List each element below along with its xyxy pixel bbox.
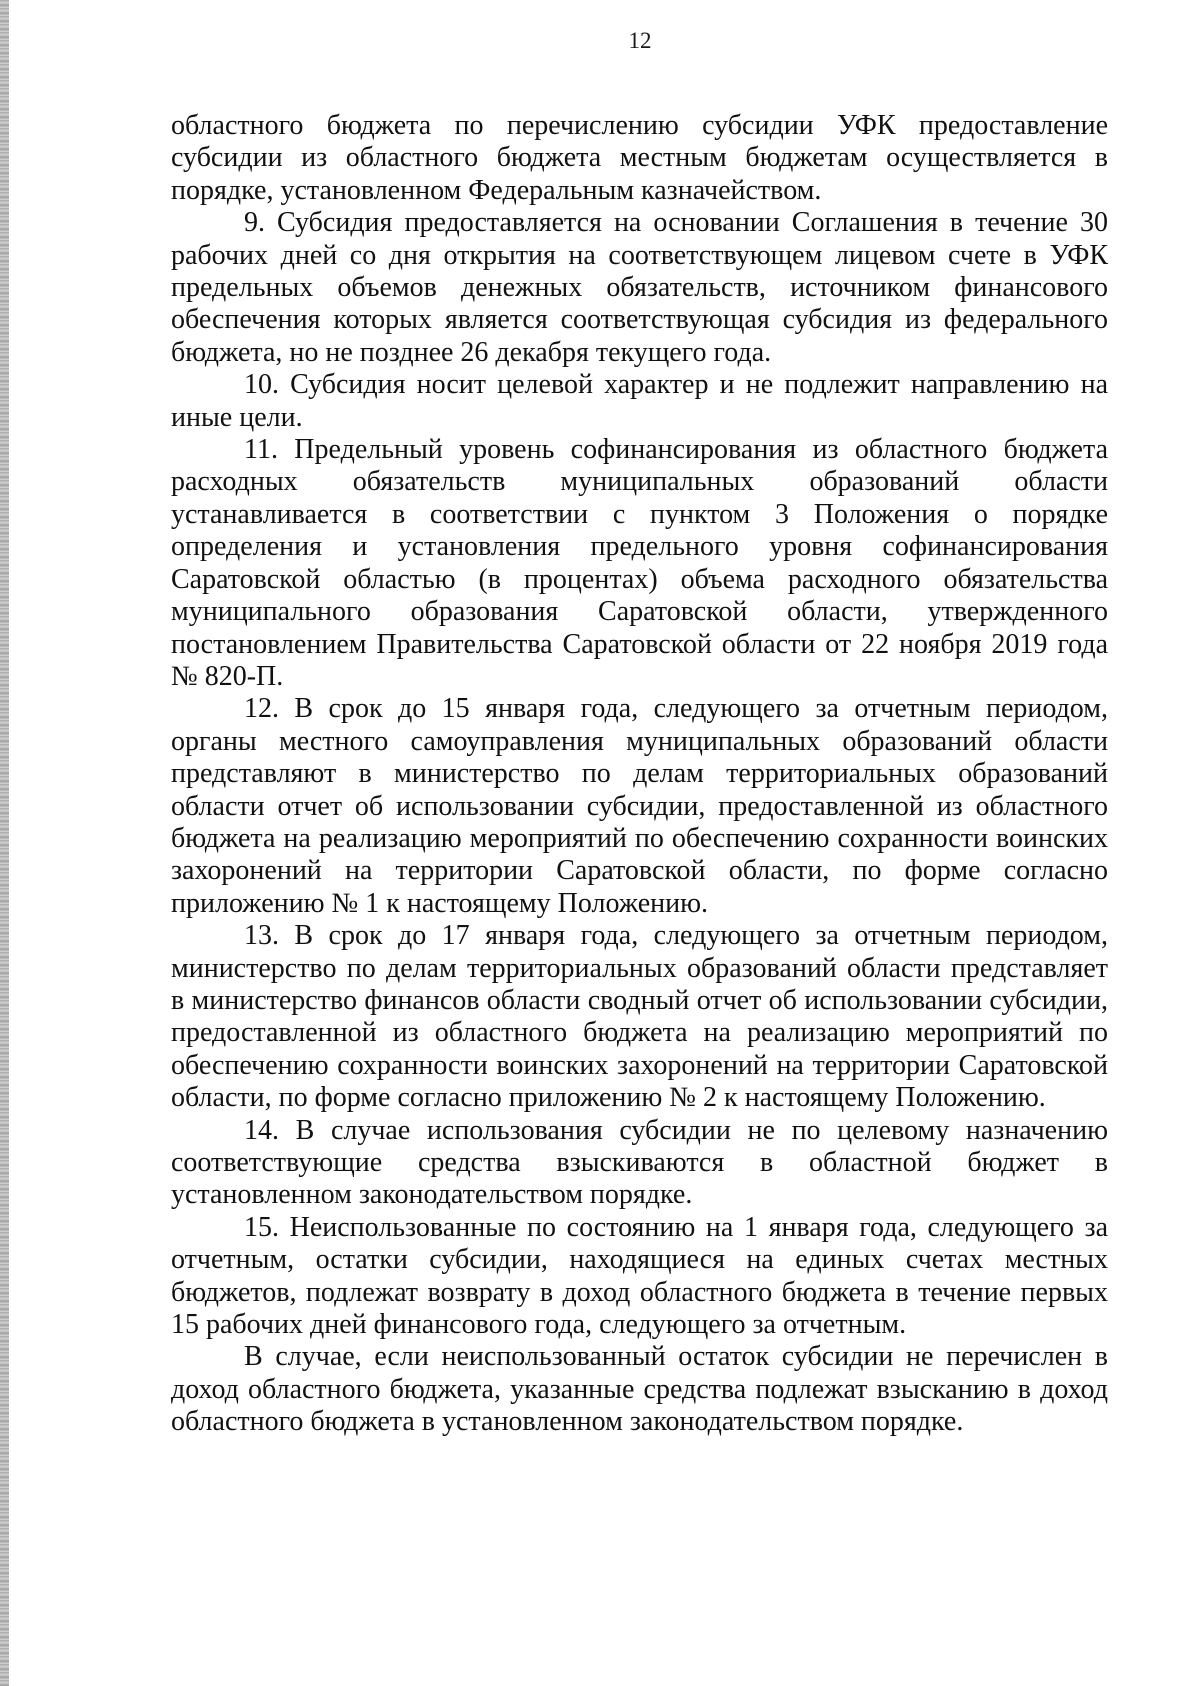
paragraph-item-9: 9. Субсидия предоставляется на основании Соглашения в течение 30 рабочих дней со дня открытия на соответствующем лицевом счете в УФК предельных объемов денежных обязательств, источником финансового обеспечения которых является соответствующая субсидия из федерального бюджета, но не позднее 26 декабря текущего года. [171, 207, 1108, 368]
paragraph-continuation: областного бюджета по перечислению субсидии УФК предоставление субсидии из областного бюджета местным бюджетам осуществляется в порядке, установленном Федеральным казначейством. [171, 110, 1108, 206]
paragraph-item-13: 13. В срок до 17 января года, следующего за отчетным периодом, министерство по делам территориальных образований области представляет в министерство финансов области сводный отчет об использовании субсидии, предоставленной из областного бюджета на реализацию мероприятий по обеспечению сохранности воинских захоронений на территории Саратовской области, по форме согласно приложению № 2 к настоящему Положению. [171, 920, 1108, 1114]
paragraph-item-15: 15. Неиспользованные по состоянию на 1 января года, следующего за отчетным, остатки субсидии, находящиеся на единых счетах местных бюджетов, подлежат возврату в доход областного бюджета в течение первых 15 рабочих дней финансового года, следующего за отчетным. [171, 1211, 1108, 1341]
paragraph-item-11: 11. Предельный уровень софинансирования из областного бюджета расходных обязательств муниципальных образований области устанавливается в соответствии с пунктом 3 Положения о порядке определения и установления предельного уровня софинансирования Саратовской областью (в процентах) объема расходного обязательства муниципального образования Саратовской области, утвержденного постановлением Правительства Саратовской области от 22 ноября 2019 года № 820-П. [171, 434, 1108, 692]
page-number: 12 [628, 28, 652, 53]
scan-edge [0, 0, 9, 1686]
paragraph-item-12: 12. В срок до 15 января года, следующего за отчетным периодом, органы местного самоуправления муниципальных образований области представляют в министерство по делам территориальных образований области отчет об использовании субсидии, предоставленной из областного бюджета на реализацию мероприятий по обеспечению сохранности воинских захоронений на территории Саратовской области, по форме согласно приложению № 1 к настоящему Положению. [171, 693, 1108, 919]
paragraph-item-15-addendum: В случае, если неиспользованный остаток субсидии не перечислен в доход областного бюджета, указанные средства подлежат взысканию в доход областного бюджета в установленном законодательством порядке. [171, 1341, 1108, 1438]
document-body [171, 110, 1108, 1439]
paragraph-item-14: 14. В случае использования субсидии не по целевому назначению соответствующие средства взыскиваются в областной бюджет в установленном законодательством порядке. [171, 1114, 1108, 1211]
paragraph-item-10: 10. Субсидия носит целевой характер и не подлежит направлению на иные цели. [171, 369, 1108, 433]
